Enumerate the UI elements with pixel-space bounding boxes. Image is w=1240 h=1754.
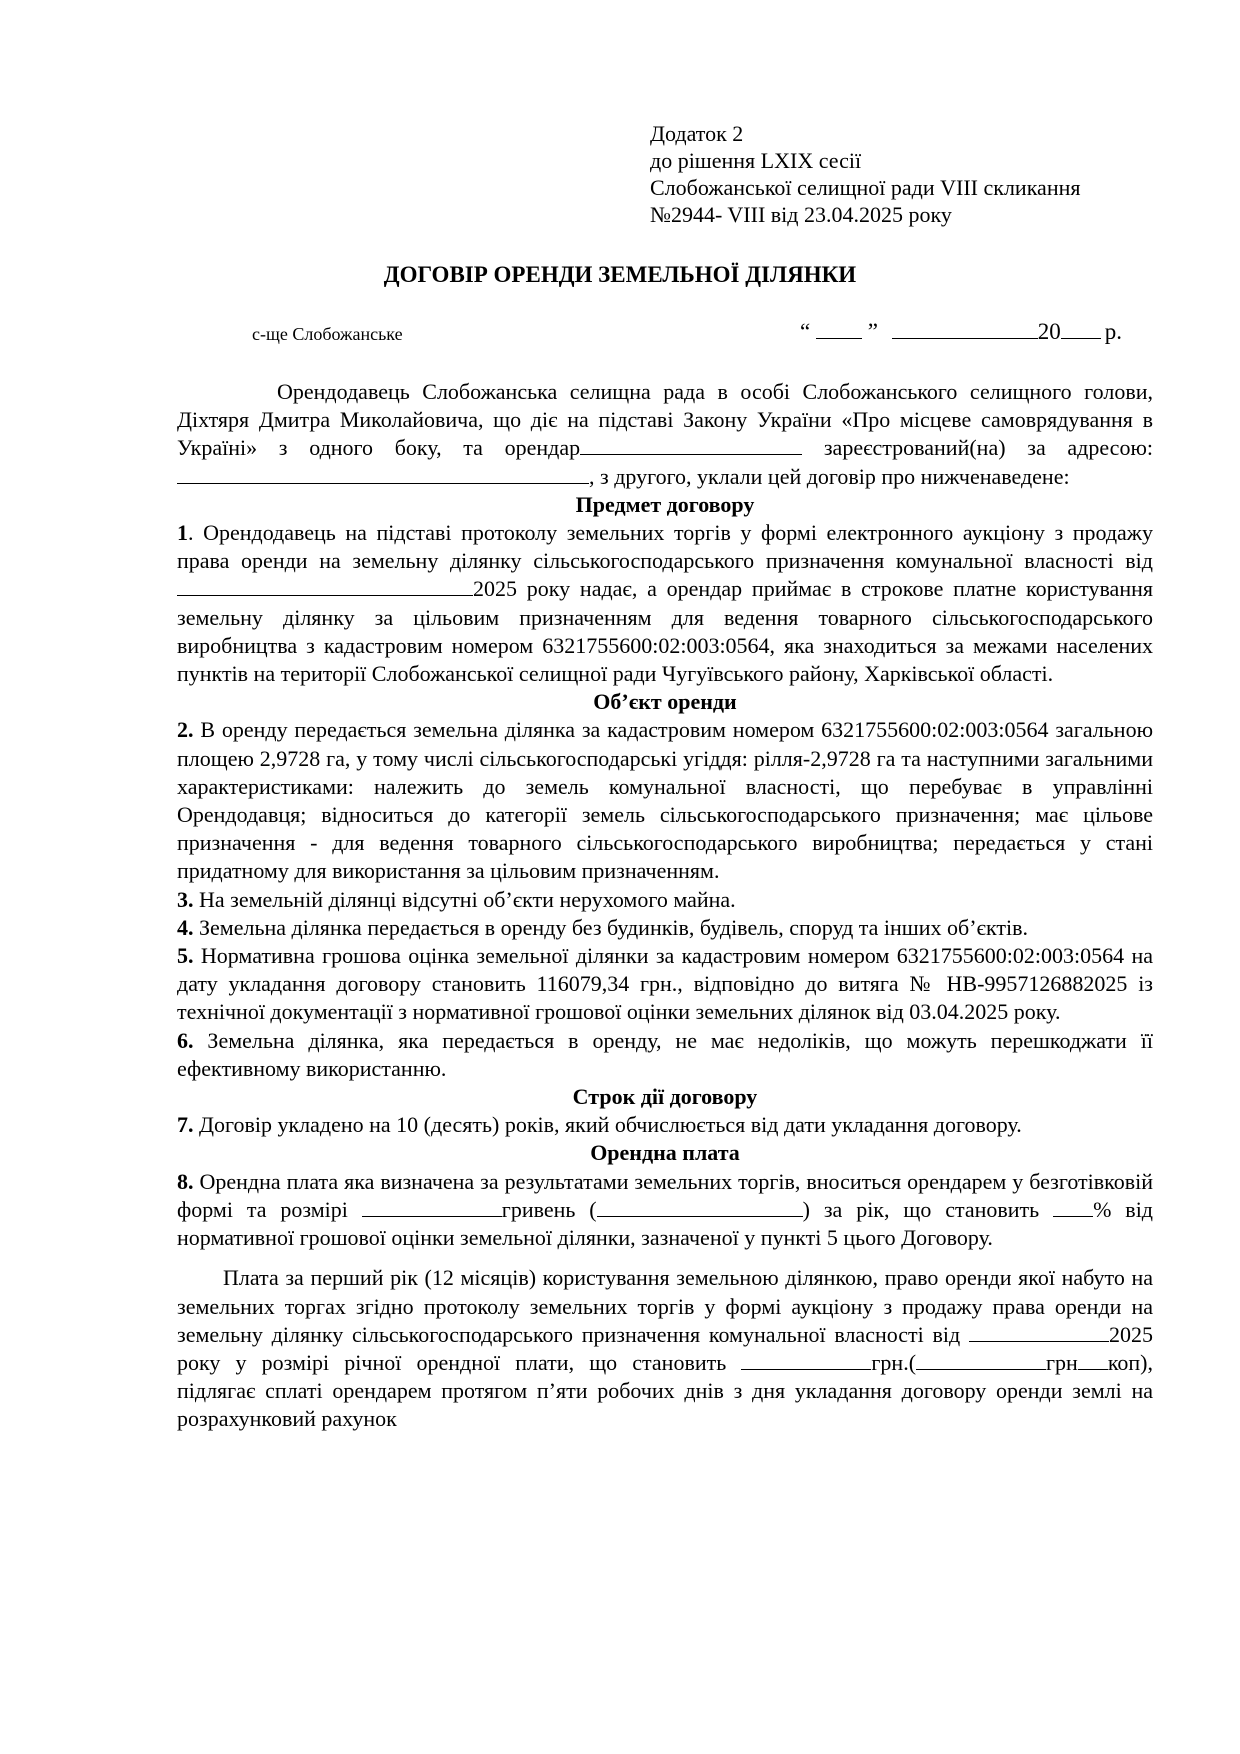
payment-text-a: Плата за перший рік (12 місяців) користування земельною ділянкою, право оренди якої набуто на земельних торгах згідно протоколу земельних торгів у формі аукціону з продажу права оренди на земельну ділянку сільськогосподарського призначення комунальної власності від <box>177 1265 1153 1347</box>
month-blank <box>892 318 1038 339</box>
protocol-date-blank <box>969 1321 1109 1342</box>
clause-4-text: Земельна ділянка передається в оренду без будинків, будівель, споруд та інших об’єктів. <box>193 914 1028 940</box>
section-heading-rent: Орендна плата <box>590 1140 740 1166</box>
rent-percent-blank <box>1053 1196 1093 1217</box>
contract-body <box>177 378 1153 1434</box>
document-title: ДОГОВІР ОРЕНДИ ЗЕМЕЛЬНОЇ ДІЛЯНКИ <box>383 262 857 287</box>
clause-2-number: 2. <box>177 717 194 743</box>
year-blank <box>1061 318 1101 339</box>
first-year-payment-paragraph <box>177 1264 1153 1433</box>
date-open-quote: “ <box>800 319 811 344</box>
intro-text-1: Орендодавець Слобожанська селищна рада в особі Слобожанського селищного голови, Діхтяря Дмитра Миколайовича, що діє на підставі Закону України «Про місцеве самоврядування в Україні» з одного боку, та орендар <box>177 379 1153 461</box>
clause-6-text: Земельна ділянка, яка передається в оренду, не має недоліків, що можуть перешкоджати її ефективному використанню. <box>177 1027 1153 1081</box>
payment-words-blank <box>916 1349 1046 1370</box>
clause-8-number: 8. <box>177 1168 194 1194</box>
clause-7-number: 7. <box>177 1112 194 1138</box>
clause-8 <box>177 1168 1153 1253</box>
clause-4 <box>177 914 1153 942</box>
appendix-line-2: до рішення LXIX сесії <box>650 148 862 173</box>
clause-8-text-a: Орендна плата яка визначена за результатами земельних торгів, вноситься орендарем у безготівковій формі та розмірі <box>177 1168 1153 1222</box>
tenant-blank <box>580 434 802 455</box>
section-heading-object: Об’єкт оренди <box>593 689 737 715</box>
clause-3-text: На земельній ділянці відсутні об’єкти нерухомого майна. <box>193 886 736 912</box>
appendix-line-4: №2944- VIII від 23.04.2025 року <box>650 202 952 227</box>
appendix-line-3: Слобожанської селищної ради VIII скликання <box>650 175 1081 200</box>
year-suffix: р. <box>1104 319 1122 344</box>
payment-text-c: грн.( <box>871 1349 917 1375</box>
appendix-line-1: Додаток 2 <box>650 121 744 146</box>
payment-kopecks-blank <box>1078 1349 1108 1370</box>
clause-3 <box>177 886 1153 914</box>
intro-text-2: зареєстрований(на) за адресою: <box>823 435 1153 461</box>
payment-text-d: грн <box>1046 1349 1078 1375</box>
section-heading-subject: Предмет договору <box>575 491 755 517</box>
date-line <box>800 318 1122 345</box>
clause-1-text-a: . Орендодавець на підставі протоколу земельних торгів у формі електронного аукціону з продажу права оренди на земельну ділянку сільськогосподарського призначення комунальної власності від <box>177 520 1153 574</box>
clause-5-text: Нормативна грошова оцінка земельної ділянки за кадастровим номером 6321755600:02:003:0564 на дату укладання договору становить 116079,34 грн., відповідно до витяга № НВ-9957126882025 із технічної документації з нормативної грошової оцінки земельних ділянок від 03.04.2025 року. <box>177 943 1153 1025</box>
clause-1-number: 1 <box>177 520 188 546</box>
section-heading-term: Строк дії договору <box>572 1084 758 1110</box>
clause-8-text-d: % від нормативної грошової оцінки земельної ділянки, зазначеної у пункті 5 цього Договору. <box>177 1196 1153 1251</box>
clause-1 <box>177 519 1153 688</box>
clause-5 <box>177 942 1153 1027</box>
clause-6 <box>177 1027 1153 1083</box>
clause-5-number: 5. <box>177 943 194 969</box>
place-of-signing: с-ще Слобожанське <box>252 324 403 344</box>
rent-amount-blank <box>362 1196 502 1217</box>
appendix-block <box>650 120 1080 228</box>
clause-6-number: 6. <box>177 1027 194 1053</box>
clause-7-text: Договір укладено на 10 (десять) років, який обчислюється від дати укладання договору. <box>193 1112 1022 1138</box>
clause-2 <box>177 716 1153 885</box>
clause-1-text-b: 2025 року надає, а орендар приймає в строкове платне користування земельну ділянку за цільовим призначенням для ведення товарного сільськогосподарського виробництва з кадастровим номером 6321755600:02:003:0564, яка знаходиться за межами населених пунктів на території Слобожанської селищної ради Чугуївського району, Харківської області. <box>177 576 1153 687</box>
day-blank <box>816 318 862 339</box>
payment-text-e: коп), підлягає сплаті орендарем протягом п’яти робочих днів з дня укладання договору оренди землі на розрахунковий рахунок <box>177 1349 1153 1432</box>
date-close-quote: ” <box>867 319 878 344</box>
address-blank <box>177 463 589 484</box>
intro-paragraph <box>177 378 1153 491</box>
intro-text-3: , з другого, уклали цей договір про нижченаведене: <box>589 463 1070 489</box>
year-prefix: 20 <box>1037 319 1061 344</box>
clause-4-number: 4. <box>177 914 194 940</box>
clause-2-text: В оренду передається земельна ділянка за кадастровим номером 6321755600:02:003:0564 загальною площею 2,9728 га, у тому числі сільськогосподарські угіддя: рілля-2,9728 га та наступними загальними характеристиками: належить до земель комунальної власності, що перебуває в управлінні Орендодавця; відноситься до категорії земель сільськогосподарського призначення; має цільове призначення - для ведення товарного сільськогосподарського виробництва; передається у стані придатному для використання за цільовим призначенням. <box>177 717 1153 884</box>
clause-8-text-c: ) за рік, що становить <box>802 1196 1054 1222</box>
clause-3-number: 3. <box>177 886 194 912</box>
rent-words-blank <box>597 1196 803 1217</box>
clause-8-text-b: гривень ( <box>501 1196 597 1222</box>
payment-text-b: 2025 року у розмірі річної орендної плати, що становить <box>177 1321 1153 1375</box>
auction-date-blank <box>177 575 473 596</box>
clause-7 <box>177 1111 1153 1139</box>
payment-amount-blank <box>741 1349 871 1370</box>
